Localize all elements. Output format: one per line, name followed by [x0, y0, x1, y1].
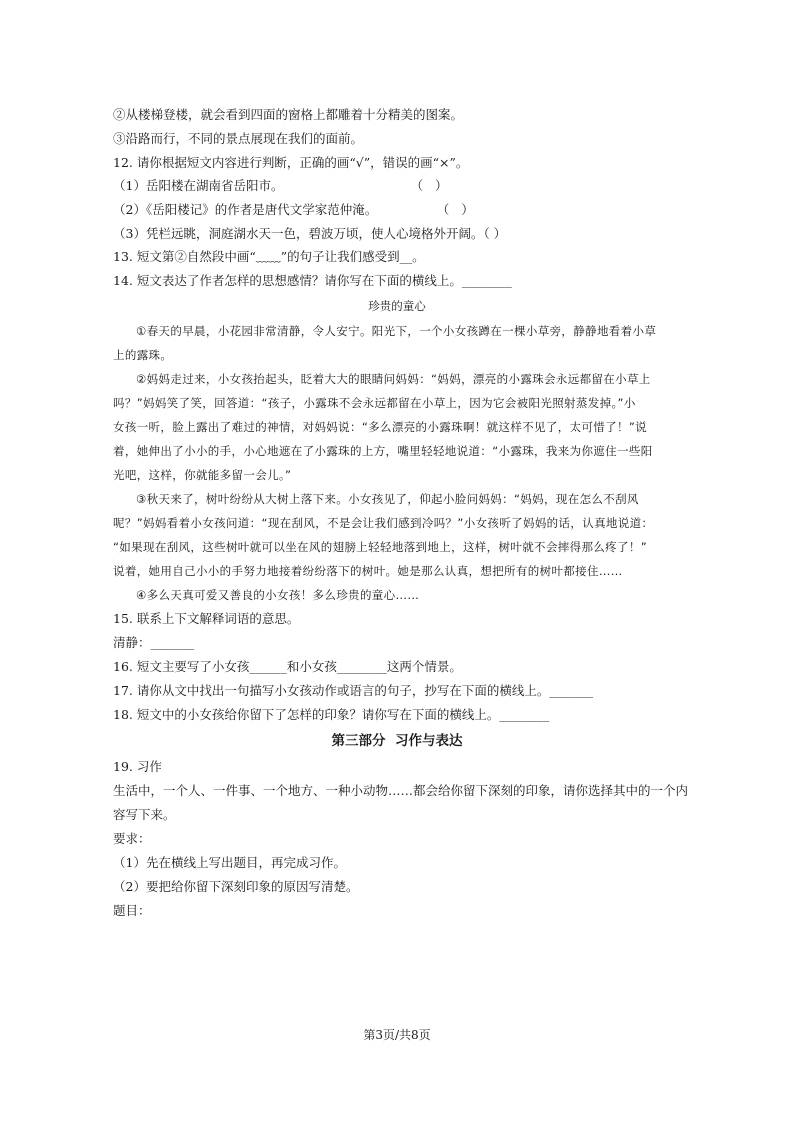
passage-title: 珍贵的童心: [368, 299, 426, 313]
passage-paragraph-3-line-3: “如果现在刮风，这些树叶就可以坐在风的翅膀上轻轻地落到地上，这样，树叶就不会摔得那么疼了！”: [113, 540, 648, 554]
question-item-3: ③沿路而行，不同的景点展现在我们的面前。: [113, 131, 364, 146]
requirement-1: （1）先在横线上写出题目，再完成习作。: [113, 855, 346, 870]
passage-paragraph-2-line-4: 着，她伸出了小小的手，小心地遮在了小露珠的上方，嘴里轻轻地说道：“小露珠，我来为你遮住一些阳: [113, 444, 653, 458]
page-number: 第3页/共8页: [363, 1028, 431, 1042]
question-19: 19. 习作: [113, 759, 162, 774]
passage-paragraph-2-line-5: 光吧，这样，你就能多留一会儿。”: [113, 468, 292, 482]
section-heading: 第三部分 习作与表达: [331, 733, 463, 749]
question-12: 12. 请你根据短文内容进行判断，正确的画“√”，错误的画“×”。: [113, 155, 469, 170]
requirement-2: （2）要把给你留下深刻印象的原因写清楚。: [113, 879, 359, 894]
passage-paragraph-3-line-2: 呢？”妈妈看着小女孩问道：“现在刮风，不是会让我们感到冷吗？”小女孩听了妈妈的话，认真地说道：: [113, 516, 654, 530]
passage-paragraph-2-line-1: ②妈妈走过来，小女孩抬起头，眨着大大的眼睛问妈妈：“妈妈，漂亮的小露珠会永远都留在小草上: [136, 372, 651, 386]
passage-paragraph-4-line-1: ④多么天真可爱又善良的小女孩！多么珍贵的童心……: [136, 588, 420, 602]
passage-paragraph-1-line-1: ①春天的早晨，小花园非常清静，令人安宁。阳光下，一个小女孩蹲在一棵小草旁，静静地看着小草: [136, 324, 657, 338]
question-18: 18. 短文中的小女孩给你留下了怎样的印象？请你写在下面的横线上。________: [113, 707, 550, 722]
question-17: 17. 请你从文中找出一句描写小女孩动作或语言的句子，抄写在下面的横线上。_______: [113, 683, 594, 698]
passage-paragraph-3-line-4: 说着，她用自己小小的手努力地接着纷纷落下的树叶。她是那么认真，想把所有的树叶都接住……: [113, 564, 623, 578]
requirements-label: 要求：: [113, 831, 151, 846]
question-12-statement-2: （2）《岳阳楼记》的作者是唐代文学家范仲淹。 （ ）: [113, 202, 474, 217]
question-16: 16. 短文主要写了小女孩______和小女孩________这两个情景。: [113, 659, 462, 674]
question-12-statement-1: （1）岳阳楼在湖南省岳阳市。 （ ）: [113, 178, 448, 193]
topic-label: 题目：: [113, 903, 151, 918]
question-15-word: 清静：_______: [113, 635, 195, 650]
question-15: 15. 联系上下文解释词语的意思。: [113, 611, 300, 626]
question-13: 13. 短文第②自然段中画“﹏﹏”的句子让我们感受到__。: [113, 249, 425, 264]
writing-prompt-line-2: 容写下来。: [113, 807, 176, 822]
passage-paragraph-2-line-2: 吗？”妈妈笑了笑，回答道：“孩子，小露珠不会永远都留在小草上，因为它会被阳光照射蒸发掉。”小: [113, 396, 636, 410]
writing-prompt-line-1: 生活中，一个人、一件事、一个地方、一种小动物……都会给你留下深刻的印象，请你选择其中的一个内: [113, 783, 689, 798]
question-item-2: ②从楼梯登楼，就会看到四面的窗格上都雕着十分精美的图案。: [113, 107, 464, 122]
question-12-statement-3: （3）凭栏远眺，洞庭湖水天一色，碧波万顷，使人心境格外开阔。（ ）: [113, 226, 507, 241]
passage-paragraph-2-line-3: 女孩一听，脸上露出了难过的神情，对妈妈说：“多么漂亮的小露珠啊！就这样不见了，太可惜了！”说: [113, 420, 648, 434]
passage-paragraph-1-line-2: 上的露珠。: [113, 348, 173, 362]
passage-paragraph-3-line-1: ③秋天来了，树叶纷纷从大树上落下来。小女孩见了，仰起小脸问妈妈：“妈妈，现在怎么不刮风: [136, 492, 639, 506]
question-14: 14. 短文表达了作者怎样的思想感情？请你写在下面的横线上。________: [113, 273, 512, 288]
